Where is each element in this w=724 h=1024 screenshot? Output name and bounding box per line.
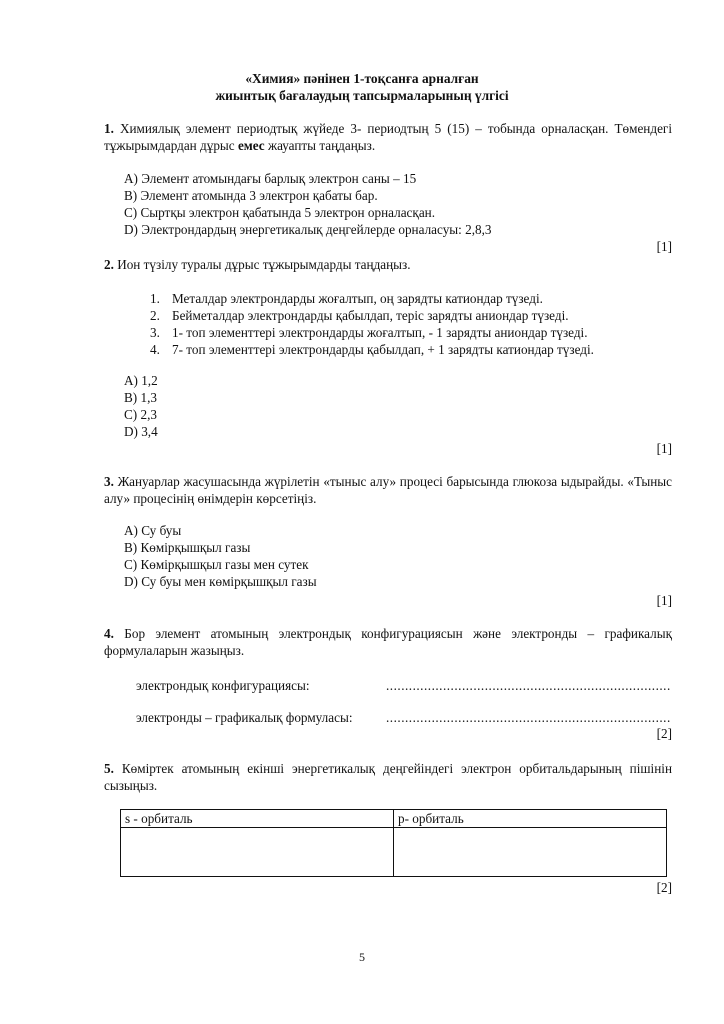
question-2-text: Ион түзілу туралы дұрыс тұжырымдарды таңдаңыз. xyxy=(113,257,411,272)
option-d: D) Электрондардың энергетикалық деңгейлерде орналасуы: 2,8,3 xyxy=(124,222,492,237)
option-b: B) Көмірқышқыл газы xyxy=(124,540,251,555)
option-a: A) 1,2 xyxy=(124,373,158,388)
page-number: 5 xyxy=(359,950,365,964)
question-3 xyxy=(104,473,672,507)
question-2-number: 2. xyxy=(104,257,114,272)
question-2-statements xyxy=(150,290,670,358)
question-4 xyxy=(104,625,672,659)
question-5-number: 5. xyxy=(104,761,114,776)
statement-4: 4. 7- топ элементтері электрондарды қабылдап, + 1 зарядты катиондар түзеді. xyxy=(150,342,594,357)
question-5-text: Көміртек атомының екінші энергетикалық деңгейіндегі электрон орбитальдарының пішінін сызыңыз. xyxy=(104,761,672,793)
p-orbital-header: p- орбиталь xyxy=(394,810,667,828)
question-3-number: 3. xyxy=(104,474,114,489)
question-4-text: Бор элемент атомының электрондық конфигурациясын және электронды – графикалық формулаларын жазыңыз. xyxy=(104,626,672,658)
option-b: B) 1,3 xyxy=(124,390,157,405)
document-title xyxy=(0,70,724,104)
question-5-marks: [2] xyxy=(656,880,672,895)
electron-configuration-label: электрондық конфигурациясы: xyxy=(136,678,310,693)
p-orbital-drawing-cell[interactable] xyxy=(394,828,667,877)
question-3-text: Жануарлар жасушасында жүрілетін «тыныс алу» процесі барысында глюкоза ыдырайды. «Тыныс алу» процесінің өнімдерін көрсетіңіз. xyxy=(104,474,672,506)
question-2-marks: [1] xyxy=(656,441,672,456)
statement-1: 1. Металдар электрондарды жоғалтып, оң зарядты катиондар түзеді. xyxy=(150,291,543,306)
question-1-emphasis: емес xyxy=(237,138,265,153)
question-1-text-b: жауапты таңдаңыз. xyxy=(264,138,376,153)
statement-3: 3. 1- топ элементтері электрондарды жоғалтып, - 1 зарядты аниондар түзеді. xyxy=(150,325,588,340)
question-2 xyxy=(104,256,672,273)
option-c: C) 2,3 xyxy=(124,407,157,422)
electron-configuration-blank[interactable]: ........................................................................... xyxy=(386,678,671,693)
question-1-number: 1. xyxy=(104,121,114,136)
graphic-formula-blank[interactable]: ........................................................................... xyxy=(386,710,671,725)
option-d: D) Су буы мен көмірқышқыл газы xyxy=(124,574,317,589)
question-4-number: 4. xyxy=(104,626,114,641)
option-a: A) Элемент атомындағы барлық электрон саны – 15 xyxy=(124,171,417,186)
question-3-options xyxy=(124,522,664,590)
question-4-marks: [2] xyxy=(656,726,672,741)
option-c: C) Сыртқы электрон қабатында 5 электрон орналасқан. xyxy=(124,205,436,220)
electron-configuration-field[interactable] xyxy=(136,677,676,694)
s-orbital-header: s - орбиталь xyxy=(121,810,394,828)
title-line-1: «Химия» пәнінен 1-тоқсанға арналған xyxy=(245,71,479,86)
s-orbital-drawing-cell[interactable] xyxy=(121,828,394,877)
question-1-marks: [1] xyxy=(656,239,672,254)
graphic-formula-label: электронды – графикалық формуласы: xyxy=(136,710,353,725)
question-1 xyxy=(104,120,672,154)
graphic-formula-field[interactable] xyxy=(136,709,676,726)
question-2-options xyxy=(124,372,664,440)
question-1-options xyxy=(124,170,664,238)
question-1-text-a: Химиялық элемент периодтық жүйеде 3- периодтың 5 (15) – тобында орналасқан. Төмендегі тұжырымдардан дұрыс xyxy=(104,121,672,153)
orbital-table xyxy=(120,809,667,877)
title-line-2: жиынтық бағалаудың тапсырмаларының үлгісі xyxy=(215,88,509,103)
option-c: C) Көмірқышқыл газы мен сутек xyxy=(124,557,309,572)
question-5 xyxy=(104,760,672,794)
option-b: B) Элемент атомында 3 электрон қабаты бар. xyxy=(124,188,378,203)
option-d: D) 3,4 xyxy=(124,424,158,439)
statement-2: 2. Бейметалдар электрондарды қабылдап, теріс зарядты аниондар түзеді. xyxy=(150,308,569,323)
option-a: A) Су буы xyxy=(124,523,182,538)
question-3-marks: [1] xyxy=(656,593,672,608)
